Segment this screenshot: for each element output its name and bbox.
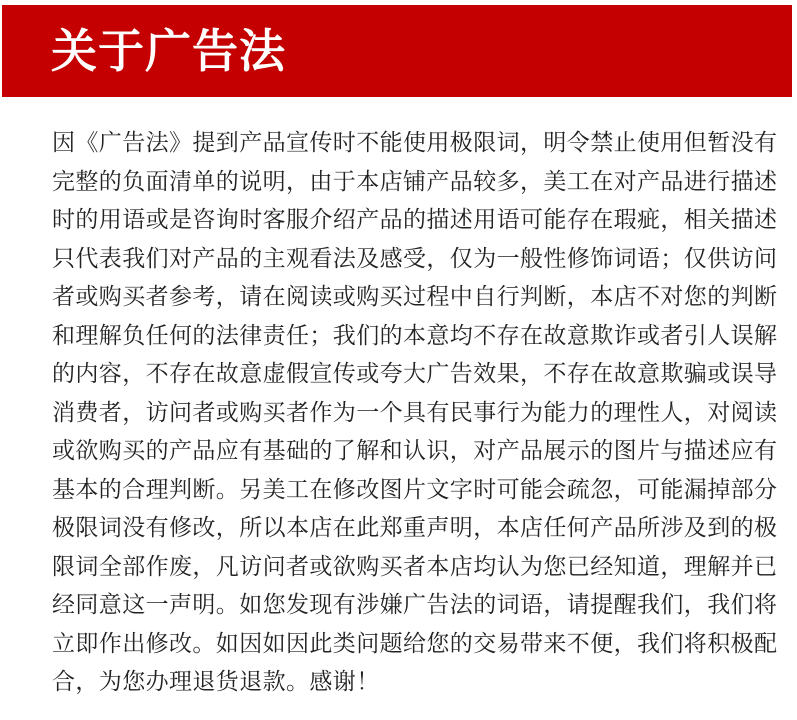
notice-line: 完整的负面清单的说明，由于本店铺产品较多，美工在对产品进行描述 <box>52 168 778 195</box>
notice-line: 合，为您办理退货退款。感谢！ <box>52 669 380 695</box>
notice-line: 经同意这一声明。如您发现有涉嫌广告法的词语，请提醒我们，我们将 <box>52 592 778 618</box>
notice-line: 只代表我们对产品的主观看法及感受，仅为一般性修饰词语；仅供访问 <box>52 245 778 272</box>
title-banner <box>2 5 792 97</box>
notice-line: 因《广告法》提到产品宣传时不能使用极限词，明令禁止使用但暂没有 <box>52 130 778 156</box>
notice-line: 极限词没有修改，所以本店在此郑重声明，本店任何产品所涉及到的极 <box>52 515 778 541</box>
notice-line: 者或购买者参考，请在阅读或购买过程中自行判断，本店不对您的判断 <box>52 284 778 310</box>
notice-line: 立即作出修改。如因如因此类问题给您的交易带来不便，我们将积极配 <box>52 630 778 657</box>
notice-line: 消费者，访问者或购买者作为一个具有民事行为能力的理性人，对阅读 <box>52 399 778 426</box>
notice-text <box>52 124 778 702</box>
notice-line: 限词全部作废，凡访问者或欲购买者本店均认为您已经知道，理解并已 <box>52 553 778 580</box>
notice-line: 基本的合理判断。另美工在修改图片文字时可能会疏忽，可能漏掉部分 <box>52 476 778 503</box>
page-title: 关于广告法 <box>51 24 286 78</box>
notice-line: 的内容，不存在故意虚假宣传或夸大广告效果，不存在故意欺骗或误导 <box>52 361 778 387</box>
notice-line: 或欲购买的产品应有基础的了解和认识，对产品展示的图片与描述应有 <box>52 438 778 464</box>
notice-line: 时的用语或是咨询时客服介绍产品的描述用语可能存在瑕疵，相关描述 <box>52 207 778 233</box>
notice-line: 和理解负任何的法律责任；我们的本意均不存在故意欺诈或者引人误解 <box>52 322 778 349</box>
